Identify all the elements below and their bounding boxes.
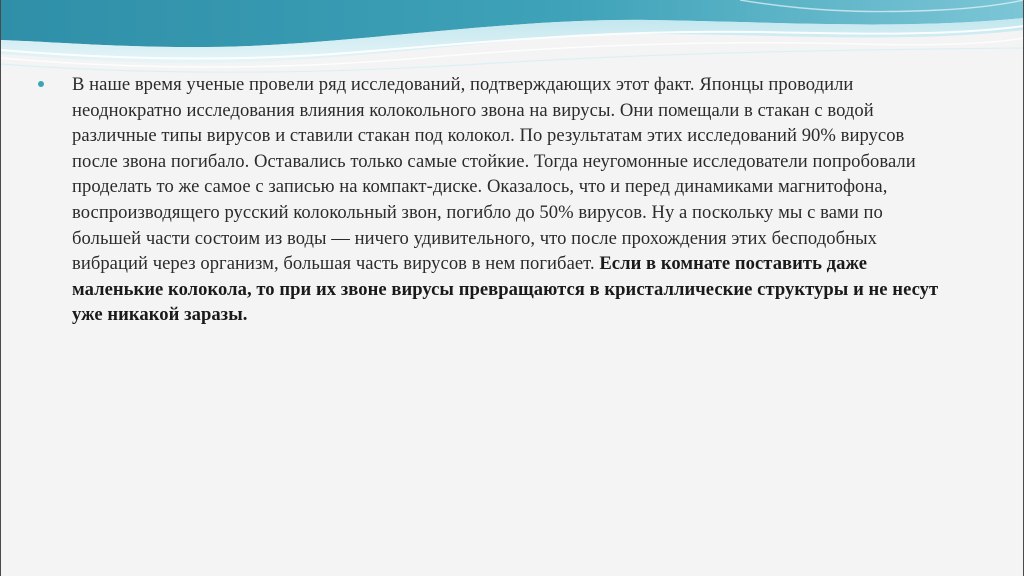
left-border — [0, 0, 1, 576]
header-wave-decoration — [0, 0, 1024, 80]
slide-body — [52, 72, 952, 328]
bullet-icon — [38, 81, 44, 87]
body-paragraph — [52, 72, 952, 328]
paragraph-regular-text: В наше время ученые провели ряд исследований, подтверждающих этот факт. Японцы проводили неоднократно исследования влияния колокольного звона на вирусы. Они помещали в стакан с водой различные типы вирусов и ставили стакан под колокол. По результатам этих исследований 90% вирусов после звона погибало. Оставались только самые стойкие. Тогда неугомонные исследователи попробовали проделать то же самое с записью на компакт-диске. Оказалось, что и перед динамиками магнитофона, воспроизводящего русский колокольный звон, погибло до 50% вирусов. Ну а поскольку мы с вами по большей части состоим из воды — ничего удивительного, что после прохождения этих бесподобных вибраций через организм, большая часть вирусов в нем погибает. — [72, 74, 916, 275]
paragraph-bold-text: Если в комнате поставить даже маленькие колокола, то при их звоне вирусы превращаются в кристаллические структуры и не несут уже никакой заразы. — [72, 253, 939, 326]
